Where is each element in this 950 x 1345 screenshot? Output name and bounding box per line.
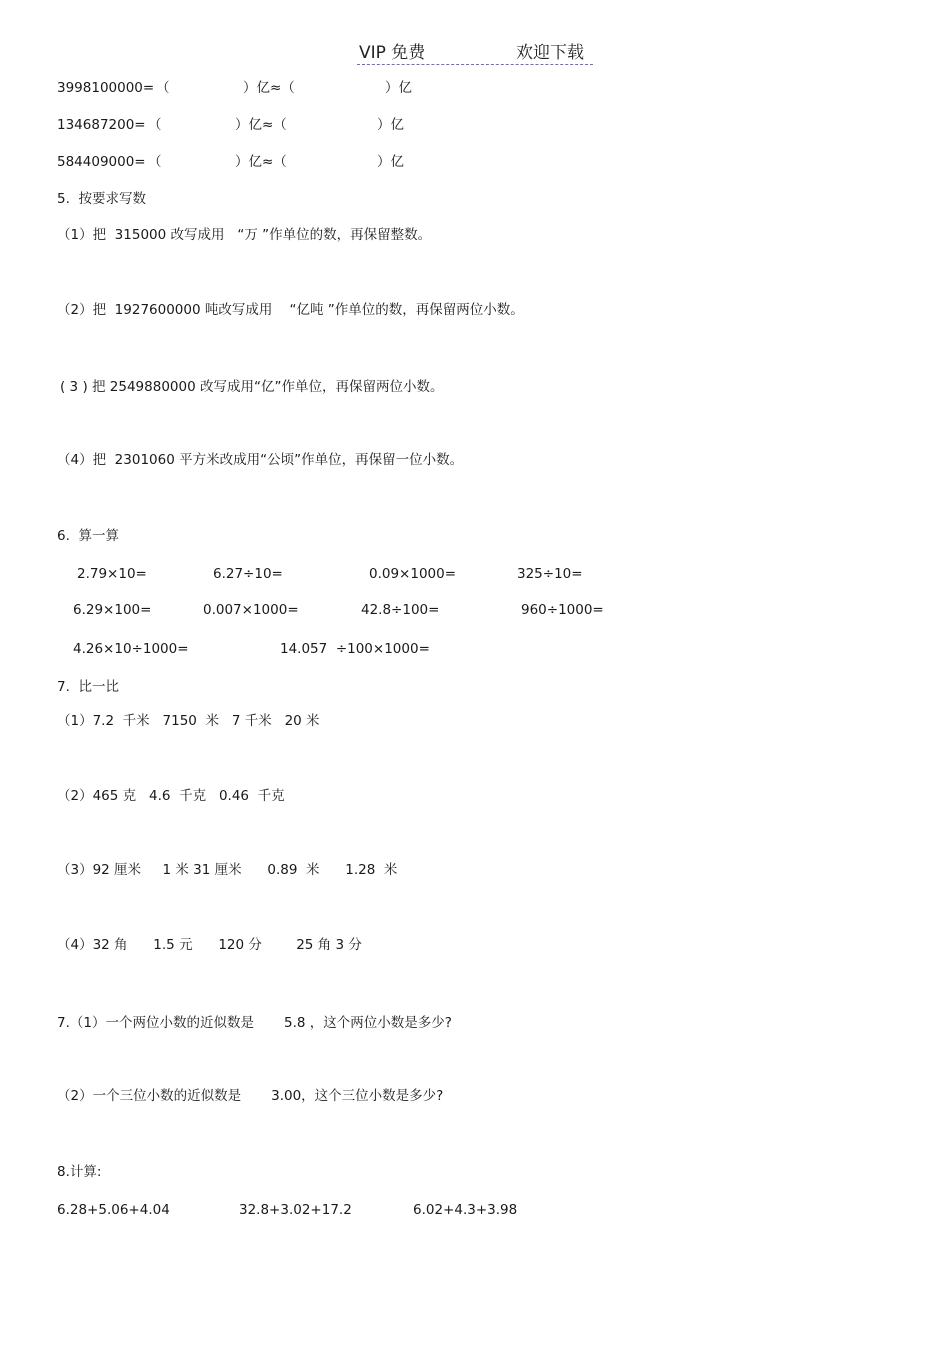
q5-item-1: （1）把 315000 改写成用 “万 ”作单位的数，再保留整数。: [57, 227, 432, 243]
q6-calc: 0.007×1000=: [203, 602, 299, 618]
fill-line-end: ）亿: [377, 117, 404, 133]
fill-line-approx: ）亿≈（: [235, 154, 287, 170]
q8-title: 8.计算:: [57, 1164, 102, 1180]
header-dashed-underline: [357, 64, 593, 65]
q6-calc: 2.79×10=: [77, 566, 147, 582]
q8-calc: 6.28+5.06+4.04: [57, 1202, 170, 1218]
fill-line-number: 134687200=: [57, 117, 146, 133]
q6-calc: 6.27÷10=: [213, 566, 283, 582]
q8-calc: 6.02+4.3+3.98: [413, 1202, 518, 1218]
q6-calc: 0.09×1000=: [369, 566, 457, 582]
q7-title: 7. 比一比: [57, 679, 119, 695]
q7b-item-2: （2）一个三位小数的近似数是 3.00，这个三位小数是多少?: [57, 1088, 444, 1104]
fill-line-open: （: [148, 117, 162, 133]
q7-item-3: （3）92 厘米 1 米 31 厘米 0.89 米 1.28 米: [57, 862, 398, 878]
header-vip-free: VIP 免费: [359, 43, 426, 63]
q6-calc: 6.29×100=: [73, 602, 152, 618]
fill-line-end: ）亿: [377, 154, 404, 170]
fill-line-number: 584409000=: [57, 154, 146, 170]
header-welcome-download: 欢迎下载: [516, 43, 584, 63]
fill-line-end: ）亿: [385, 80, 412, 96]
q7b-item-1: 7.（1）一个两位小数的近似数是 5.8 ，这个两位小数是多少?: [57, 1015, 452, 1031]
fill-line-number: 3998100000=: [57, 80, 155, 96]
q7-item-1: （1）7.2 千米 7150 米 7 千米 20 米: [57, 713, 320, 729]
q6-calc: 960÷1000=: [521, 602, 604, 618]
q5-title: 5. 按要求写数: [57, 191, 146, 207]
fill-line-approx: ）亿≈（: [235, 117, 287, 133]
fill-line-approx: ）亿≈（: [243, 80, 295, 96]
q5-item-2: （2）把 1927600000 吨改写成用 “亿吨 ”作单位的数，再保留两位小数。: [57, 302, 524, 318]
q7-item-2: （2）465 克 4.6 千克 0.46 千克: [57, 788, 285, 804]
q6-calc: 42.8÷100=: [361, 602, 440, 618]
q6-calc: 14.057 ÷100×1000=: [280, 641, 430, 657]
q6-title: 6. 算一算: [57, 528, 119, 544]
fill-line-open: （: [156, 80, 170, 96]
fill-line-open: （: [148, 154, 162, 170]
q6-calc: 325÷10=: [517, 566, 583, 582]
q8-calc: 32.8+3.02+17.2: [239, 1202, 352, 1218]
q7-item-4: （4）32 角 1.5 元 120 分 25 角 3 分: [57, 937, 362, 953]
q5-item-4: （4）把 2301060 平方米改成用“公顷”作单位，再保留一位小数。: [57, 452, 464, 468]
q5-item-3: ( 3 ) 把 2549880000 改写成用“亿”作单位，再保留两位小数。: [60, 379, 444, 395]
q6-calc: 4.26×10÷1000=: [73, 641, 189, 657]
